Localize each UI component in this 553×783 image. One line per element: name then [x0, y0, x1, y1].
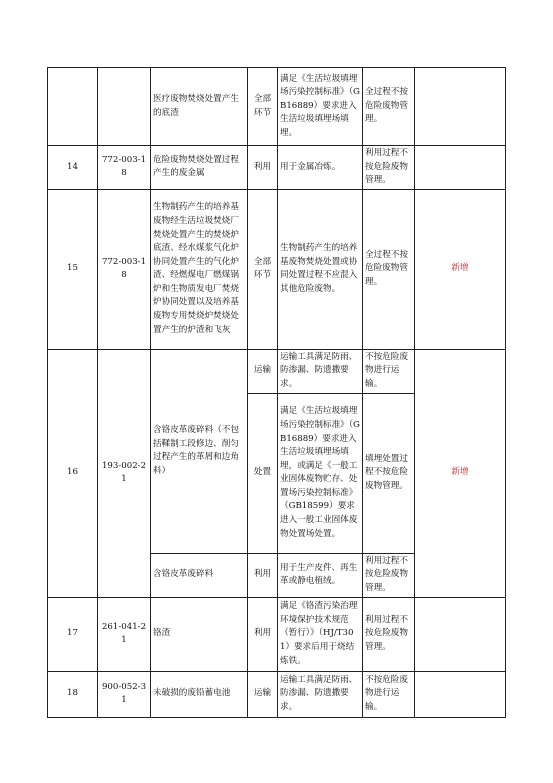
- condition-cell: 用于金属冶炼。: [278, 146, 363, 190]
- seq-cell: 15: [48, 189, 98, 349]
- code-cell: 193-002-21: [98, 349, 151, 597]
- seq-cell: 14: [48, 146, 98, 190]
- code-cell: 772-003-18: [98, 146, 151, 190]
- exemption-cell: 利用过程不按危险废物管理。: [363, 553, 415, 597]
- remark-cell: [415, 671, 506, 717]
- remark-cell: [415, 597, 506, 671]
- exemption-cell: 填埋处置过程不按危险废物管理。: [363, 393, 415, 553]
- remark-cell: [415, 146, 506, 190]
- waste-name-cell: 含铬皮革废碎料（不包括鞣制工段修边、削匀过程产生的革屑和边角料）: [151, 349, 248, 553]
- seq-cell: [48, 68, 98, 146]
- condition-cell: 满足《生活垃圾填埋场污染控制标准》（GB16889）要求进入生活垃圾填埋场填埋，或满足《一般工业固体废物贮存、处置场污染控制标准》（GB18599）要求进入一般工业固体废物处置场处置。: [278, 393, 363, 553]
- code-cell: 261-041-21: [98, 597, 151, 671]
- condition-cell: 生物制药产生的培养基废物焚烧处置或协同处置过程不应混入其他危险废物。: [278, 189, 363, 349]
- exemption-cell: 利用过程不按危险废物管理。: [363, 597, 415, 671]
- waste-name-cell: 未破损的废铅蓄电池: [151, 671, 248, 717]
- step-cell: 利用: [248, 146, 278, 190]
- table-row: [48, 68, 506, 146]
- waste-name-cell: 医疗废物焚烧处置产生的底渣: [151, 68, 248, 146]
- condition-cell: 运输工具满足防雨、防渗漏、防遗撒要求。: [278, 349, 363, 393]
- seq-cell: 16: [48, 349, 98, 597]
- code-cell: [98, 68, 151, 146]
- step-cell: 运输: [248, 349, 278, 393]
- table-row: [48, 671, 506, 717]
- exemption-cell: 不按危险废物进行运输。: [363, 671, 415, 717]
- waste-name-cell: 生物制药产生的培养基废物经生活垃圾焚烧厂焚烧处置产生的焚烧炉底渣、经水煤浆气化炉协同处置产生的气化炉渣、经燃煤电厂燃煤锅炉和生物质发电厂焚烧炉协同处置以及培养基废物专用焚烧炉焚烧处置产生的炉渣和飞灰: [151, 189, 248, 349]
- exemption-cell: 全过程不按危险废物管理。: [363, 68, 415, 146]
- waste-name-cell: 铬渣: [151, 597, 248, 671]
- code-cell: 900-052-31: [98, 671, 151, 717]
- step-cell: 利用: [248, 553, 278, 597]
- exemption-cell: 利用过程不按危险废物管理。: [363, 146, 415, 190]
- step-cell: 利用: [248, 597, 278, 671]
- table-row: [48, 189, 506, 349]
- waste-name-cell: 含铬皮革废碎料: [151, 553, 248, 597]
- code-cell: 772-003-18: [98, 189, 151, 349]
- remark-cell: 新增: [415, 189, 506, 349]
- condition-cell: 用于生产皮件、再生革或静电植绒。: [278, 553, 363, 597]
- waste-name-cell: 危险废物焚烧处置过程产生的废金属: [151, 146, 248, 190]
- seq-cell: 18: [48, 671, 98, 717]
- step-cell: 全部环节: [248, 68, 278, 146]
- table-row: [48, 146, 506, 190]
- table-row: [48, 349, 506, 393]
- remark-cell: 新增: [415, 349, 506, 597]
- step-cell: 运输: [248, 671, 278, 717]
- condition-cell: 满足《铬渣污染治理环境保护技术规范（暂行）》（HJ/T301）要求后用于烧结炼铁。: [278, 597, 363, 671]
- step-cell: 处置: [248, 393, 278, 553]
- remark-cell: [415, 68, 506, 146]
- seq-cell: 17: [48, 597, 98, 671]
- exemption-cell: 全过程不按危险废物管理。: [363, 189, 415, 349]
- condition-cell: 满足《生活垃圾填埋场污染控制标准》（GB16889）要求进入生活垃圾填埋场填埋。: [278, 68, 363, 146]
- table-row: [48, 597, 506, 671]
- condition-cell: 运输工具满足防雨、防渗漏、防遗撒要求。: [278, 671, 363, 717]
- step-cell: 全部环节: [248, 189, 278, 349]
- exemption-list-table: [47, 67, 506, 718]
- exemption-cell: 不按危险废物进行运输。: [363, 349, 415, 393]
